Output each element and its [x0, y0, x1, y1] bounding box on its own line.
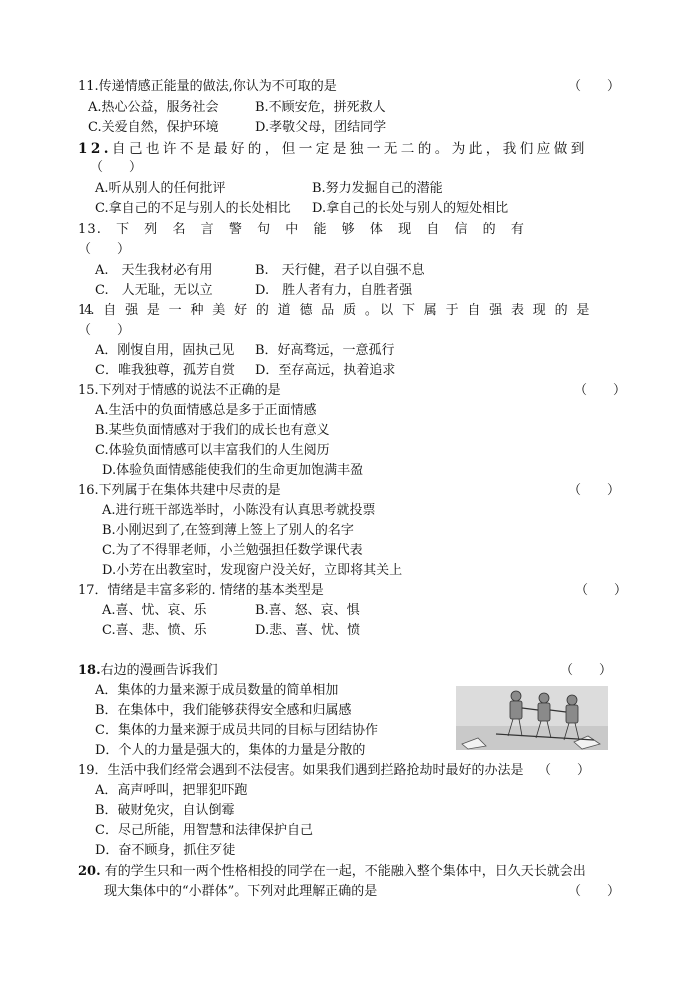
option-b: B．好高骛远，一意孤行 — [255, 343, 395, 358]
option-c: C．唯我独尊，孤芳自赏 — [95, 363, 235, 378]
question-17: 17．情绪是丰富多彩的. 情绪的基本类型是 — [78, 583, 324, 598]
option-b: B.某些负面情感对于我们的成长也有意义 — [95, 423, 330, 438]
option-c: C.拿自己的不足与别人的长处相比 — [95, 201, 291, 216]
option-a: A. 天生我材必有用 — [95, 263, 213, 278]
option-d: D．奋不顾身，抓住歹徒 — [95, 843, 236, 858]
question-number: 20. — [78, 864, 101, 879]
question-20 — [78, 864, 586, 880]
option-b: B．在集体中，我们能够获得安全感和归属感 — [95, 703, 352, 718]
option-c: C.喜、悲、愤、乐 — [102, 623, 207, 638]
option-c: C.为了不得罪老师，小兰勉强担任数学课代表 — [102, 543, 363, 558]
question-18 — [78, 663, 218, 679]
question-number: 12. — [78, 141, 112, 157]
option-b: B.小刚迟到了,在签到薄上签上了别人的名字 — [102, 523, 354, 538]
option-a: A．刚愎自用，固执己见 — [95, 343, 235, 358]
answer-paren: （ ） — [568, 79, 621, 94]
question-16: 16.下列属于在集体共建中尽责的是 — [78, 483, 281, 498]
answer-paren: （ ） — [574, 383, 627, 398]
option-c: C．尽己所能，用智慧和法律保护自己 — [95, 823, 313, 838]
option-b: B.不顾安危，拼死救人 — [255, 100, 386, 115]
option-b: B．破财免灾，自认倒霉 — [95, 803, 235, 818]
answer-paren: （ ） — [78, 242, 131, 257]
answer-paren: （ ） — [560, 663, 613, 678]
option-a: A.喜、忧、哀、乐 — [102, 603, 207, 618]
option-d: D．至存高远，执着追求 — [255, 363, 396, 378]
option-d: D.体验负面情感能使我们的生命更加饱满丰盈 — [102, 463, 364, 478]
option-c: C．集体的力量来源于成员共同的目标与团结协作 — [95, 723, 378, 738]
cartoon-illustration — [456, 686, 608, 750]
option-b: B.喜、怒、哀、惧 — [255, 603, 360, 618]
question-text: 有的学生只和一两个性格相投的同学在一起，不能融入整个集体中，日久天长就会出 — [104, 864, 586, 879]
option-c: C. 人无耻，无以立 — [95, 283, 213, 298]
option-d: D.小芳在出教室时，发现窗户没关好，立即将其关上 — [102, 563, 403, 578]
option-d: D.悲、喜、忧、愤 — [255, 623, 361, 638]
question-number: 18. — [78, 663, 101, 678]
option-a: A．集体的力量来源于成员数量的简单相加 — [95, 683, 339, 698]
option-a: A.听从别人的任何批评 — [95, 181, 226, 196]
question-15: 15.下列对于情感的说法不正确的是 — [78, 383, 281, 398]
option-d: D. 胜人者有力，自胜者强 — [255, 283, 413, 298]
option-b: B.努力发掘自己的潜能 — [312, 181, 443, 196]
option-a: A.热心公益，服务社会 — [88, 100, 219, 115]
option-b: B. 天行健，君子以自强不息 — [255, 263, 425, 278]
question-11: 11.传递情感正能量的做法,你认为不可取的是 — [78, 79, 337, 94]
option-d: D.孝敬父母，团结同学 — [255, 120, 387, 135]
answer-paren: （ ） — [78, 323, 131, 338]
answer-paren: （ ） — [568, 483, 621, 498]
question-12 — [78, 141, 588, 157]
answer-paren: （ ） — [575, 583, 628, 598]
question-text: 右边的漫画告诉我们 — [100, 663, 218, 678]
option-a: A.进行班干部选举时，小陈没有认真思考就投票 — [102, 503, 376, 518]
answer-paren: （ ） — [538, 763, 591, 778]
question-text: 自己也许不是最好的，但一定是独一无二的。为此，我们应做到 — [111, 141, 588, 157]
option-a: A．高声呼叫，把罪犯吓跑 — [95, 783, 248, 798]
question-20-continued: 现大集体中的“小群体”。下列对此理解正确的是 — [104, 884, 378, 899]
question-14: 14. 自 强 是 一 种 美 好 的 道 德 品 质 。 以 下 属 于 自 强 表 现 的 是 — [78, 303, 588, 318]
option-c: C.体验负面情感可以丰富我们的人生阅历 — [95, 443, 330, 458]
option-d: D．个人的力量是强大的，集体的力量是分散的 — [95, 743, 366, 758]
answer-paren: （ ） — [568, 884, 621, 899]
answer-paren: （ ） — [90, 160, 143, 175]
question-13: 13. 下 列 名 言 警 句 中 能 够 体 现 自 信 的 有 — [78, 222, 525, 237]
question-19: 19．生活中我们经常会遇到不法侵害。如果我们遇到拦路抢劫时最好的办法是 — [78, 763, 524, 778]
option-a: A.生活中的负面情感总是多于正面情感 — [95, 403, 317, 418]
option-d: D.拿自己的长处与别人的短处相比 — [312, 201, 509, 216]
option-c: C.关爱自然，保护环境 — [88, 120, 219, 135]
